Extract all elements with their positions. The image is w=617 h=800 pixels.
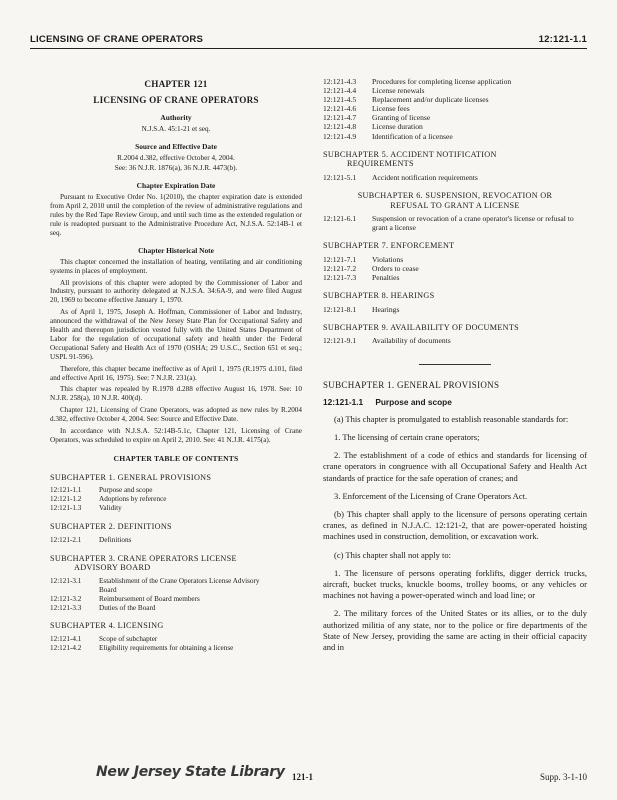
toc-entry-number: 12:121-3.1 [50,576,82,585]
toc-entry [323,77,587,86]
body-paragraph: (a) This chapter is promulgated to establish reasonable standards for: [334,413,569,424]
toc-entry [323,173,587,182]
authority-heading: Authority [160,112,192,122]
chapter-title: LICENSING OF CRANE OPERATORS [93,94,259,105]
toc-entry-title: Purpose and scope [99,486,153,495]
toc-entry-number: 12:121-4.4 [323,86,357,96]
toc-entry [323,264,587,273]
toc-subchapter-line: REFUSAL TO GRANT A LICENSE [390,200,520,210]
section-divider [419,364,491,365]
left-column [50,66,302,760]
toc-entry-title: Reimbursement of Board members [99,594,200,603]
toc-entry-number: 12:121-4.6 [323,104,357,114]
toc-subchapter-heading: SUBCHAPTER 9. AVAILABILITY OF DOCUMENTS [323,322,520,332]
toc-entry-title: Scope of subchapter [99,635,158,644]
toc-subchapter-heading [323,150,587,169]
toc-list [323,255,587,282]
body-subchapter-heading: SUBCHAPTER 1. GENERAL PROVISIONS [323,379,500,390]
toc-list [323,77,587,141]
toc-entry-number: 12:121-4.2 [50,643,82,652]
toc-subchapter-line: SUBCHAPTER 6. SUSPENSION, REVOCATION OR [357,190,553,200]
body-paragraph: 2. The military forces of the United States or its allies, or to the duly authorized militia of any state, nor to the police or fire departments of the State of New Jersey, providing the same are acting in their official capacity and in [323,608,587,652]
toc-entry-number: 12:121-4.8 [323,122,357,132]
historical-note-paragraph: This chapter concerned the installation of heating, ventilating and air conditioning systems in places of employment. [50,257,302,275]
toc-entry [50,536,302,545]
toc-entry [50,635,302,644]
toc-entry-number: 12:121-8.1 [323,304,357,314]
toc-list [323,336,587,345]
toc-entry-title: Violations [372,254,404,264]
historical-note-paragraph: Therefore, this chapter became ineffective as of April 1, 1975 (R.1975 d.101, filed and effective April 16, 1975). See: 7 N.J.R. 231(a). [50,364,302,382]
toc-subchapter-heading: SUBCHAPTER 2. DEFINITIONS [50,522,172,532]
toc-entry [323,104,587,113]
toc-entry [323,305,587,314]
toc-entry-title: Accident notification requirements [372,172,478,182]
library-logo: New Jersey State Library [96,764,285,780]
toc-entry-number: 12:121-1.2 [50,495,82,504]
toc-entry-title: Definitions [99,535,132,544]
historical-note-paragraph: Chapter 121, Licensing of Crane Operators, was adopted as new rules by R.2004 d.382, effective October 4, 2004. See: Source and Effective Date. [50,406,302,424]
historical-note-paragraph: In accordance with N.J.S.A. 52:14B-5.1c, Chapter 121, Licensing of Crane Operators, was scheduled to expire on April 2, 2010. See: 41 N.J.R. 4175(a). [50,427,302,444]
toc-entry [50,577,302,595]
toc-entry [323,122,587,131]
toc-subchapter-heading: SUBCHAPTER 1. GENERAL PROVISIONS [50,472,212,482]
historical-note-paragraph: As of April 1, 1975, Joseph A. Hoffman, Commissioner of Labor and Industry, announced the withdrawal of the New Jersey State Plan for Occupational Safety and Health and thereupon jurisdiction vested fully with the United States Department of Labor for the regulation of occupational safety and health under the Federal Occupational Safety and Health Act of 1970 (OSHA; 29 U.S.C., Section 651 et seq.; USPL 91-596). [50,308,302,361]
toc-entry-number: 12:121-7.1 [323,254,357,264]
toc-entry-title: Identification of a licensee [372,131,453,141]
body-paragraph: 1. The licensure of persons operating forklifts, digger derrick trucks, aircraft, bucket trucks, knuckle booms, trolley booms, or any vehicles or machines not having a power-operated winch and load line; or [323,567,587,601]
toc-subchapter-heading: SUBCHAPTER 7. ENFORCEMENT [323,241,455,251]
header-title: LICENSING OF CRANE OPERATORS [30,34,204,45]
toc-subchapter-heading: SUBCHAPTER 4. LICENSING [50,621,164,631]
toc-list [323,214,587,232]
section-number: 12:121-1.1 [323,396,364,407]
historical-note-paragraph: All provisions of this chapter were adopted by the Commissioner of Labor and Industry, pursuant to authority delegated at N.J.S.A. 34:6A-9, and were filed August 20, 1969 to become effective January 1, 1970. [50,278,302,305]
authority-text: N.J.S.A. 45:1-21 et seq. [141,124,211,133]
toc-subchapter-heading: SUBCHAPTER 8. HEARINGS [323,291,435,301]
toc-subchapter-heading [50,554,302,573]
toc-entry [323,132,587,141]
page-number: 121-1 [292,772,313,782]
body-paragraph: 1. The licensing of certain crane operators; [334,431,480,442]
toc-entry-number: 12:121-4.5 [323,95,357,105]
toc-entry-number: 12:121-5.1 [323,172,357,182]
toc-entry [323,113,587,122]
toc-entry-title: Duties of the Board [99,603,156,612]
toc-entry [50,644,302,653]
toc-entry-number: 12:121-6.1 [323,214,357,224]
toc-subchapter-line: SUBCHAPTER 5. ACCIDENT NOTIFICATION [323,149,497,159]
toc-entry [50,495,302,504]
toc-entry-number: 12:121-3.2 [50,594,82,603]
toc-subchapter-line: SUBCHAPTER 3. CRANE OPERATORS LICENSE [50,553,237,563]
expiration-paragraph: Pursuant to Executive Order No. 1(2010), the chapter expiration date is extended from April 2, 2010 until the completion of the review of administrative regulations and rules by the Red Tape Review Group, and until such time as the extended regulation or rule is readopted pursuant to the Administrative Procedure Act, N.J.S.A. 52:14B-1 et seq. [50,193,302,237]
toc-entry-number: 12:121-2.1 [50,535,82,544]
source-line-1: R.2004 d.382, effective October 4, 2004. [117,153,235,162]
header-section-number: 12:121-1.1 [538,34,587,45]
toc-entry-title: License fees [372,104,410,114]
toc-entry [323,336,587,345]
section-title: Purpose and scope [375,396,452,407]
page-footer [30,764,587,790]
toc-entry [323,95,587,104]
toc-subchapter-line: REQUIREMENTS [347,159,414,169]
toc-entry-title: Validity [99,504,122,513]
toc-entry [323,273,587,282]
toc-list [323,305,587,314]
toc-entry-title: Hearings [372,304,400,314]
source-line-2: See: 36 N.J.R. 1876(a), 36 N.J.R. 4473(b). [114,164,238,173]
toc-entry-title: Penalties [372,273,400,283]
toc-subchapter-line: ADVISORY BOARD [74,563,151,573]
toc-entry-number: 12:121-4.3 [323,77,357,86]
toc-entry-number: 12:121-7.3 [323,273,357,283]
toc-entry [323,255,587,264]
toc-entry-title: Replacement and/or duplicate licenses [372,95,489,105]
body-paragraph: 2. The establishment of a code of ethics and standards for licensing of crane operators in congruence with all Occupational Safety and Health Act standards of practice for the safe operation of cranes; and [323,450,587,483]
toc-entry-title: Orders to cease [372,264,419,273]
toc-entry-number: 12:121-7.2 [323,264,357,273]
toc-entry-title: Availability of documents [372,336,451,346]
toc-entry-number: 12:121-4.1 [50,635,82,644]
body-paragraph: (b) This chapter shall apply to the licensure of persons operating certain cranes, as defined in N.J.A.C. 12:121-2, that are power-operated hoisting machines used in construction, demolition, or excavation work. [323,508,587,542]
running-header [30,30,587,49]
toc-entry-title: Eligibility requirements for obtaining a license [99,643,234,652]
historical-note-paragraph: This chapter was repealed by R.1978 d.288 effective August 16, 1978. See: 10 N.J.R. 258(a), 10 N.J.R. 400(d). [50,385,302,403]
toc-entry [50,604,302,613]
toc-entry [50,595,302,604]
toc-list [50,486,302,513]
toc-entry-number: 12:121-4.9 [323,131,357,141]
historical-note-heading: Chapter Historical Note [138,245,214,255]
body-paragraph: 3. Enforcement of the Licensing of Crane Operators Act. [334,490,528,501]
right-column [323,77,587,771]
source-heading: Source and Effective Date [135,141,217,151]
toc-entry-title: License renewals [372,86,425,96]
toc-entry-number: 12:121-1.3 [50,504,82,513]
toc-list [323,173,587,182]
toc-entry-number: 12:121-3.3 [50,603,82,612]
expiration-heading: Chapter Expiration Date [136,181,216,191]
toc-entry-title: Adoptions by reference [99,495,167,504]
toc-title: CHAPTER TABLE OF CONTENTS [113,453,239,463]
toc-list [50,536,302,545]
toc-entry-number: 12:121-9.1 [323,336,357,346]
toc-entry [323,86,587,95]
supplement-date: Supp. 3-1-10 [540,772,587,782]
toc-entry-number: 12:121-1.1 [50,486,82,495]
body-paragraph: (c) This chapter shall not apply to: [334,549,451,560]
toc-entry-title: Granting of license [372,113,431,123]
toc-entry [50,486,302,495]
toc-entry-title: Suspension or revocation of a crane operator's license or refusal to grant a license [372,214,574,233]
toc-entry [50,504,302,513]
toc-entry-title: Procedures for completing license application [372,77,512,86]
toc-entry-title: License duration [372,122,423,132]
toc-list [50,577,302,613]
toc-subchapter-heading [323,191,587,210]
section-heading [323,398,587,407]
toc-entry-number: 12:121-4.7 [323,113,357,123]
toc-entry-title: Establishment of the Crane Operators License Advisory Board [99,576,260,594]
toc-entry [323,214,587,232]
toc-list [50,635,302,653]
chapter-number: CHAPTER 121 [144,79,208,89]
